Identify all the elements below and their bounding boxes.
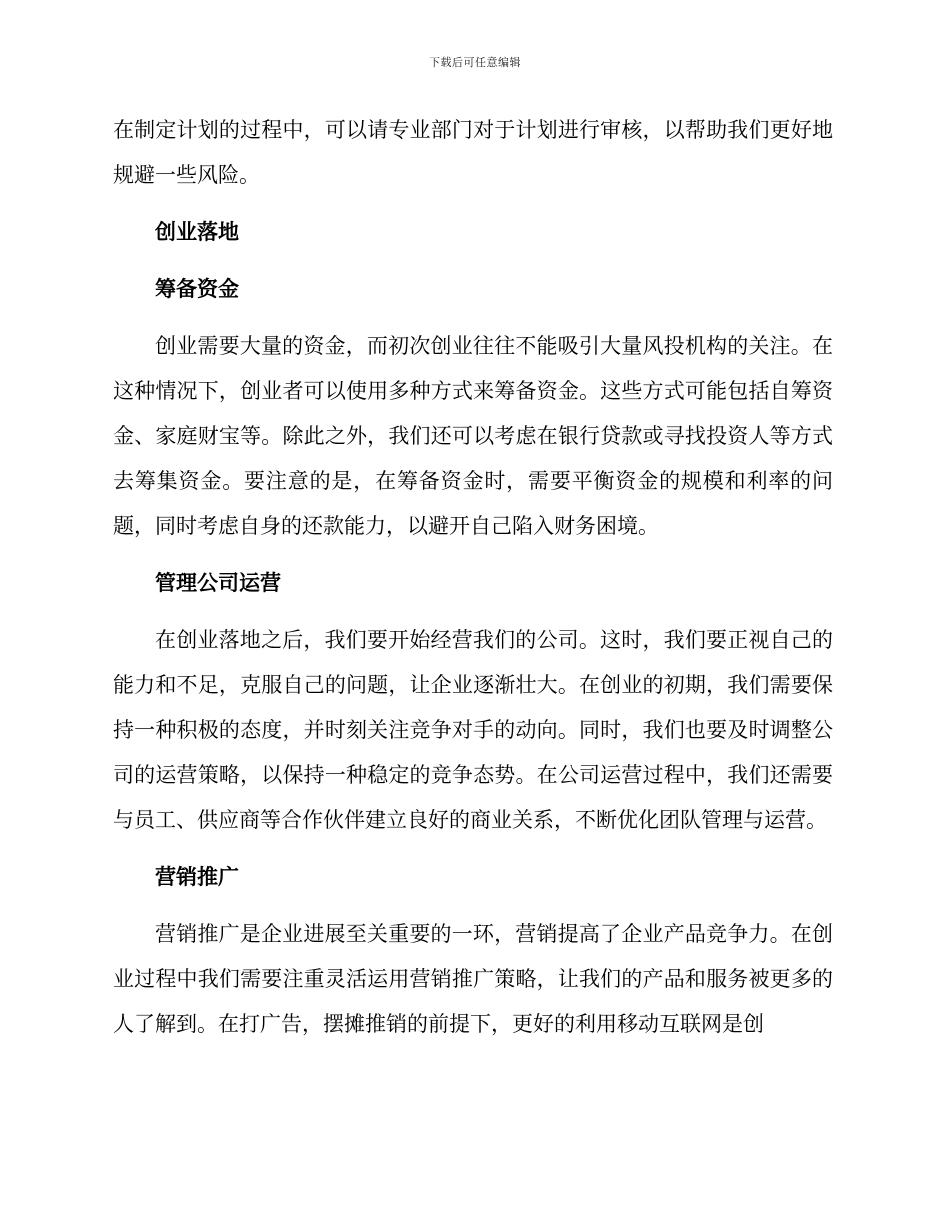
- paragraph-marketing: 营销推广是企业进展至关重要的一环，营销提高了企业产品竞争力。在创业过程中我们需要注重灵活运用营销推广策略，让我们的产品和服务被更多的人了解到。在打广告，摆摊推销的前提下，更好的利用移动互联网是创: [113, 922, 833, 1036]
- heading-marketing: 营销推广: [155, 865, 239, 889]
- heading-raise-funds: 筹备资金: [155, 277, 239, 301]
- paragraph-manage-operations: 在创业落地之后，我们要开始经营我们的公司。这时，我们要正视自己的能力和不足，克服自己的问题，让企业逐渐壮大。在创业的初期，我们需要保持一种积极的态度，并时刻关注竞争对手的动向。同时，我们也要及时调整公司的运营策略，以保持一种稳定的竞争态势。在公司运营过程中，我们还需要与员工、供应商等合作伙伴建立良好的商业关系，不断优化团队管理与运营。: [113, 628, 833, 832]
- paragraph-raise-funds: 创业需要大量的资金，而初次创业往往不能吸引大量风投机构的关注。在这种情况下，创业者可以使用多种方式来筹备资金。这些方式可能包括自筹资金、家庭财宝等。除此之外，我们还可以考虑在银行贷款或寻找投资人等方式去筹集资金。要注意的是，在筹备资金时，需要平衡资金的规模和利率的问题，同时考虑自身的还款能力，以避开自己陷入财务困境。: [113, 334, 833, 538]
- heading-startup-landing: 创业落地: [155, 220, 239, 244]
- document-body: [113, 108, 833, 1059]
- paragraph-plan-review: 在制定计划的过程中，可以请专业部门对于计划进行审核，以帮助我们更好地规避一些风险。: [113, 118, 833, 187]
- page-header: 下载后可任意编辑: [429, 56, 521, 69]
- heading-manage-operations: 管理公司运营: [155, 571, 281, 595]
